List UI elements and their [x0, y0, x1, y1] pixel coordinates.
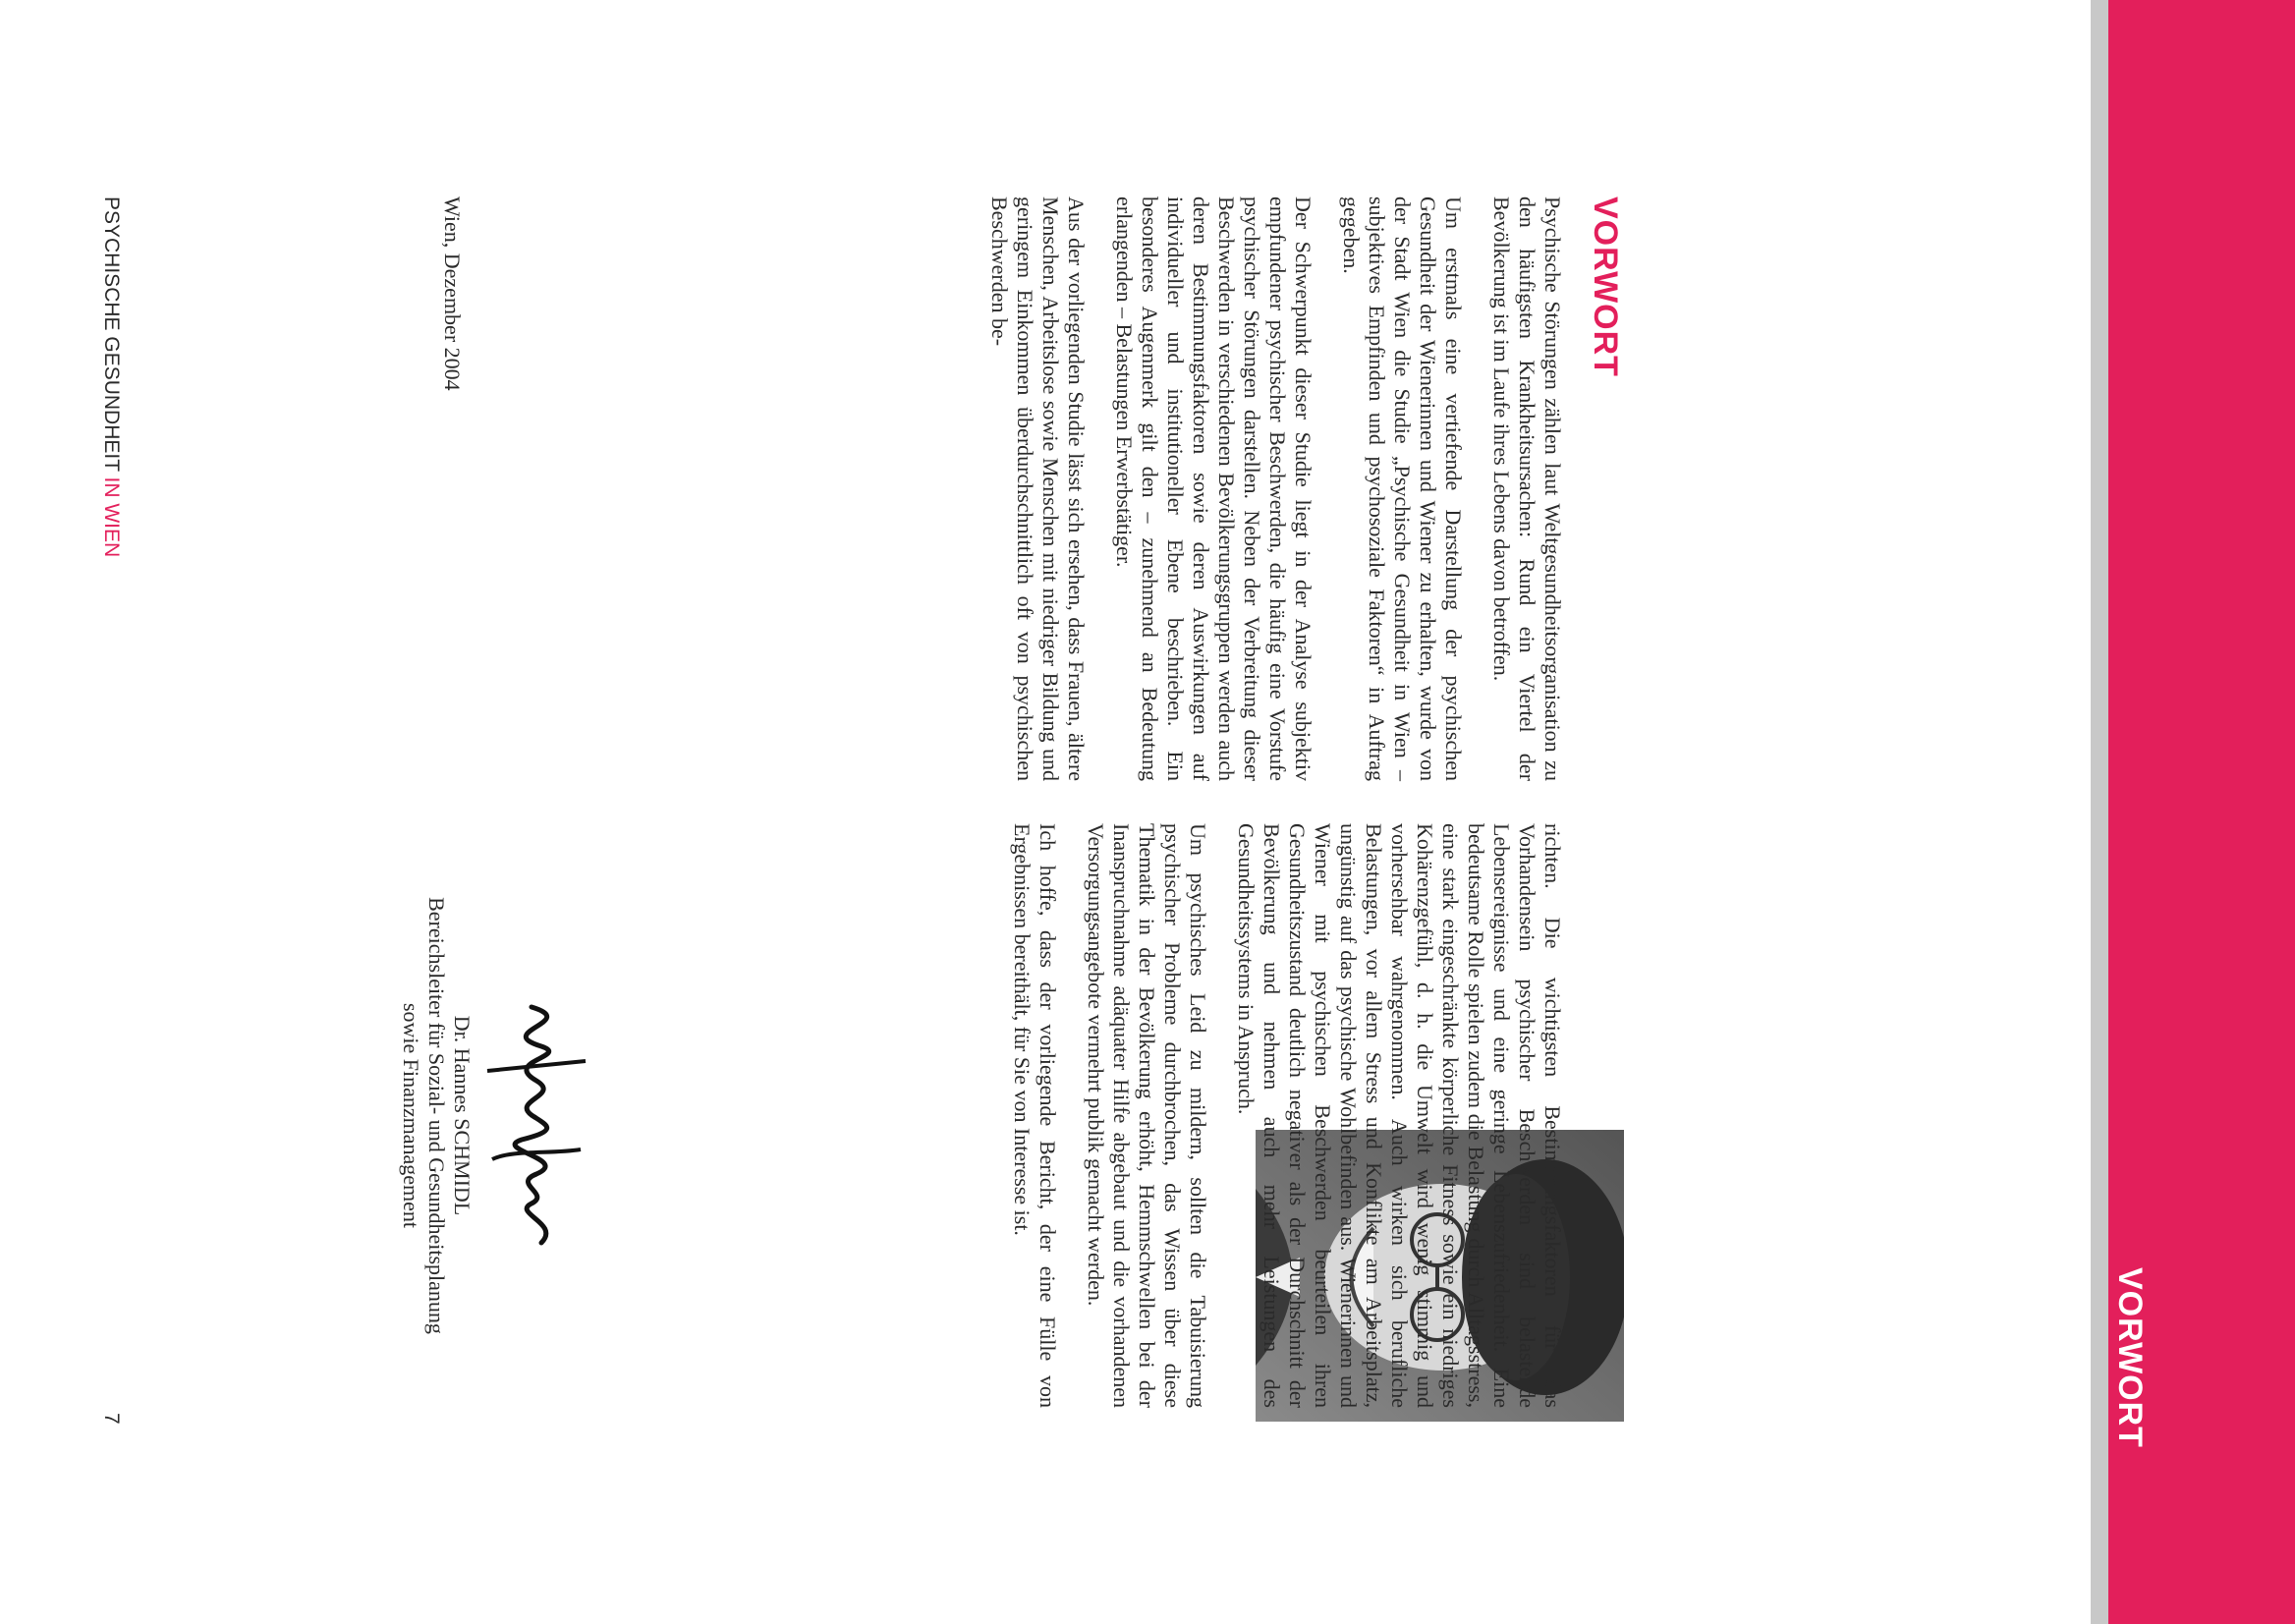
side-band-grey	[2091, 0, 2108, 1624]
paragraph: Ich hoffe, dass der vorliegende Bericht, der eine Fülle von Ergebnissen bereithält, für Sie von Interesse ist.	[1010, 823, 1060, 1408]
paragraph: Psychische Störungen zählen laut Weltgesundheitsorganisation zu den häufigsten Krankheitsursachen: Rund ein Viertel der Bevölkerung ist im Laufe ihres Lebens davon betroffen.	[1489, 196, 1565, 781]
paragraph: Um erstmals eine vertiefende Darstellung der psychischen Gesundheit der Wienerinnen und Wiener zu erhalten, wurde von der Stadt Wien die Studie „Psychische Gesundheit in Wien – subjektives Empfinden und psychosoziale Faktoren“ in Auftrag gegeben.	[1339, 196, 1466, 781]
side-band-title-text: VORWORT	[2111, 1267, 2149, 1448]
footer-publication-title	[99, 196, 123, 557]
footer-title-main: PSYCHISCHE GESUNDHEIT	[100, 196, 123, 477]
page-title: VORWORT	[1587, 196, 1624, 377]
date-line: Wien, Dezember 2004	[440, 196, 465, 391]
paragraph: Um psychisches Leid zu mildern, sollten die Tabuisierung psychischer Probleme durchbrochen, das Wissen über diese Thematik in der Bevölkerung erhöht, Hemmschwellen bei der Inanspruchnahme adäquater Hilfe abgebaut und die vorhandenen Versorgungsangebote vermehrt publik gemacht werden.	[1084, 823, 1210, 1408]
signature-image	[482, 1002, 590, 1248]
page-number: 7	[100, 1413, 123, 1425]
paragraph: richten. Die wichtigsten Bestimmungsfaktoren für das Vorhandensein psychischer Beschwerden sind belastende Lebensereignisse und eine geringe Lebenszufriedenheit. Eine bedeutsame Rolle spielen zudem die Belastung durch Alltagsstress, eine stark eingeschränkte körperliche Fitness sowie ein niedriges Kohärenzgefühl, d. h. die Umwelt wird wenig stimmig und vorhersehbar wahrgenommen. Auch wirken sich berufliche Belastungen, vor allem Stress und Konflikte am Arbeitsplatz, ungünstig auf das psychische Wohlbefinden aus. Wienerinnen und Wiener mit psychischen Beschwerden beurteilen ihren Gesundheitszustand deutlich negativer als der Durchschnitt der Bevölkerung und nehmen auch mehr Leistungen des Gesundheitssystems in Anspruch.	[1234, 823, 1565, 1408]
signer-block	[398, 823, 475, 1408]
footer-title-accent: IN WIEN	[100, 476, 123, 558]
paragraph: Der Schwerpunkt dieser Studie liegt in der Analyse subjektiv empfundener psychischer Beschwerden, die häufig eine Vorstufe psychischer Störungen darstellen. Neben der Verbreitung dieser Beschwerden in verschiedenen Bevölkerungsgruppen werden auch deren Bestimmungsfaktoren sowie deren Auswirkungen auf individueller und institutioneller Ebene beschrieben. Ein besonderes Augenmerk gilt den – zunehmend an Bedeutung erlangenden – Belastungen Erwerbstätiger.	[1112, 196, 1315, 781]
signer-role-line-1: Bereichsleiter für Sozial- und Gesundheitsplanung	[424, 897, 449, 1334]
text-column-right	[986, 823, 1565, 1408]
side-band-title	[2111, 1267, 2150, 1448]
signer-name: Dr. Hannes SCHMIDL	[450, 1015, 475, 1216]
paragraph: Aus der vorliegenden Studie lässt sich ersehen, dass Frauen, ältere Menschen, Arbeitslose sowie Menschen mit niedriger Bildung und geringem Einkommen überdurchschnittlich oft von psychischen Beschwerden be-	[987, 196, 1089, 781]
signer-role-line-2: sowie Finanzmanagement	[399, 1002, 423, 1229]
text-column-left	[964, 196, 1565, 781]
